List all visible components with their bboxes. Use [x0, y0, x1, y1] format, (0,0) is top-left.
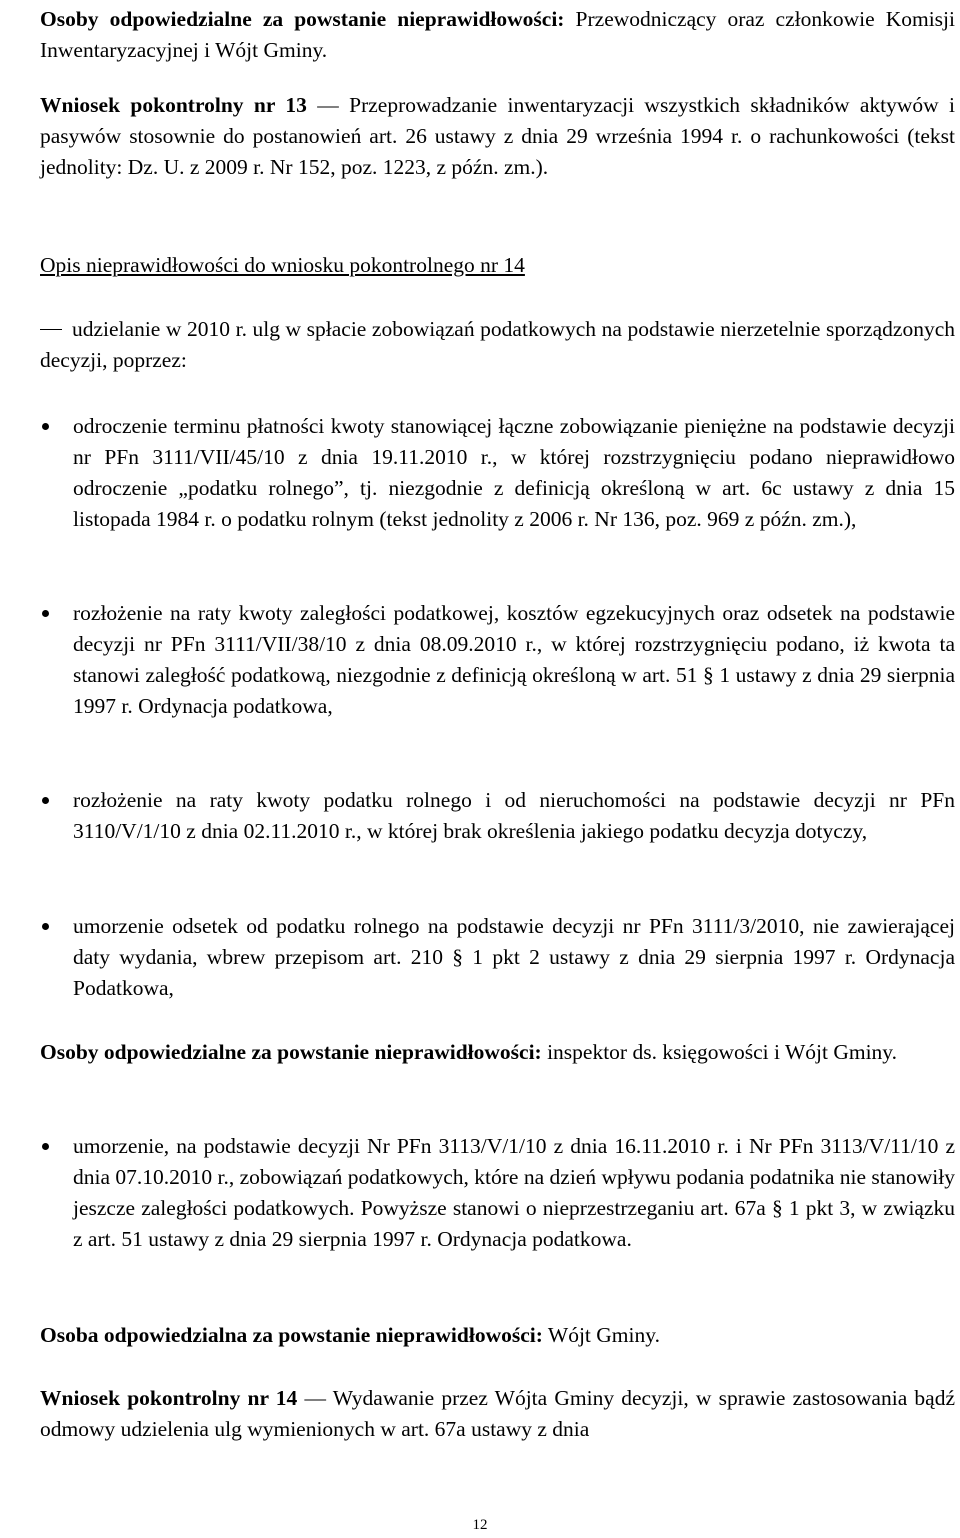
responsible-persons-paragraph-1 — [40, 4, 955, 66]
bullet-item-1 — [40, 411, 955, 535]
bullet-item-5 — [40, 1131, 955, 1255]
bullet-text: umorzenie odsetek od podatku rolnego na podstawie decyzji nr PFn 3111/3/2010, nie zawierającej daty wydania, wbrew przepisom art. 210 § 1 pkt 2 ustawy z dnia 29 sierpnia 1997 r. Ordynacja Podatkowa, — [73, 914, 955, 1000]
responsible-text: Wójt Gminy. — [542, 1323, 660, 1347]
recommendation-text: — Wydawanie przez Wójta Gminy decyzji, w sprawie zastosowania bądź odmowy udzielenia ulg wymienionych w art. 67a ustawy z dnia — [40, 1386, 956, 1441]
recommendation-label: Wniosek pokontrolny nr 14 — [40, 1386, 298, 1410]
bullet-item-4 — [40, 911, 955, 1004]
bullet-icon — [42, 1143, 49, 1150]
dash-list-item — [40, 314, 955, 376]
bullet-icon — [42, 423, 49, 430]
recommendation-text: — Przeprowadzanie inwentaryzacji wszystkich składników aktywów i pasywów stosownie do postanowień art. 26 ustawy z dnia 29 września 1994 r. o rachunkowości (tekst jednolity: Dz. U. z 2009 r. Nr 152, poz. 1223, z późn. zm.). — [40, 93, 956, 179]
responsible-text: inspektor ds. księgowości i Wójt Gminy. — [541, 1040, 898, 1064]
bullet-icon — [42, 923, 49, 930]
dash-marker — [40, 329, 62, 330]
heading-text: Opis nieprawidłowości do wniosku pokontrolnego nr 14 — [40, 253, 525, 277]
bullet-text: odroczenie terminu płatności kwoty stanowiącej łączne zobowiązanie pieniężne na podstawie decyzji nr PFn 3111/VII/45/10 z dnia 19.11.2010 r., w której rozstrzygnięciu podano nieprawidłowo odroczenie „podatku rolnego”, tj. niezgodnie z definicją określoną w art. 6c ustawy z dnia 15 listopada 1984 r. o podatku rolnym (tekst jednolity z 2006 r. Nr 136, poz. 969 z późn. zm.), — [73, 414, 955, 531]
section-heading — [40, 250, 955, 281]
bullet-text: umorzenie, na podstawie decyzji Nr PFn 3113/V/1/10 z dnia 16.11.2010 r. i Nr PFn 3113/V/11/10 z dnia 07.10.2010 r., zobowiązań podatkowych, które na dzień wpływu podania podatnika nie stanowiły jeszcze zaległości podatkowych. Powyższe stanowi o nieprzestrzeganiu art. 67a § 1 pkt 3, w związku z art. 51 ustawy z dnia 29 sierpnia 1997 r. Ordynacja podatkowa. — [73, 1134, 955, 1251]
bullet-text: rozłożenie na raty kwoty podatku rolnego i od nieruchomości na podstawie decyzji nr PFn 3110/V/1/10 z dnia 02.11.2010 r., w której brak określenia jakiego podatku decyzja dotyczy, — [73, 788, 955, 843]
recommendation-13-paragraph — [40, 90, 955, 183]
responsible-person-paragraph — [40, 1320, 955, 1351]
responsible-label: Osoba odpowiedzialna za powstanie nieprawidłowości: — [40, 1323, 543, 1347]
responsible-text: Przewodniczący oraz członkowie Komisji Inwentaryzacyjnej i Wójt Gminy. — [40, 7, 955, 62]
bullet-text: rozłożenie na raty kwoty zaległości podatkowej, kosztów egzekucyjnych oraz odsetek na podstawie decyzji nr PFn 3111/VII/38/10 z dnia 08.09.2010 r., w której rozstrzygnięciu podano, iż kwota ta stanowi zaległość podatkową, niezgodnie z definicją określoną w art. 51 § 1 ustawy z dnia 29 sierpnia 1997 r. Ordynacja podatkowa, — [73, 601, 955, 718]
bullet-item-3 — [40, 785, 955, 847]
responsible-label: Osoby odpowiedzialne za powstanie nieprawidłowości: — [40, 1040, 542, 1064]
responsible-persons-paragraph-2 — [40, 1037, 955, 1068]
recommendation-14-paragraph — [40, 1383, 955, 1445]
bullet-icon — [42, 797, 49, 804]
page-number: 12 — [472, 1517, 488, 1533]
dash-item-text: udzielanie w 2010 r. ulg w spłacie zobowiązań podatkowych na podstawie nierzetelnie sporządzonych decyzji, poprzez: — [40, 317, 955, 372]
bullet-icon — [42, 610, 49, 617]
recommendation-label: Wniosek pokontrolny nr 13 — [40, 93, 307, 117]
responsible-label: Osoby odpowiedzialne za powstanie nieprawidłowości: — [40, 7, 565, 31]
bullet-item-2 — [40, 598, 955, 722]
